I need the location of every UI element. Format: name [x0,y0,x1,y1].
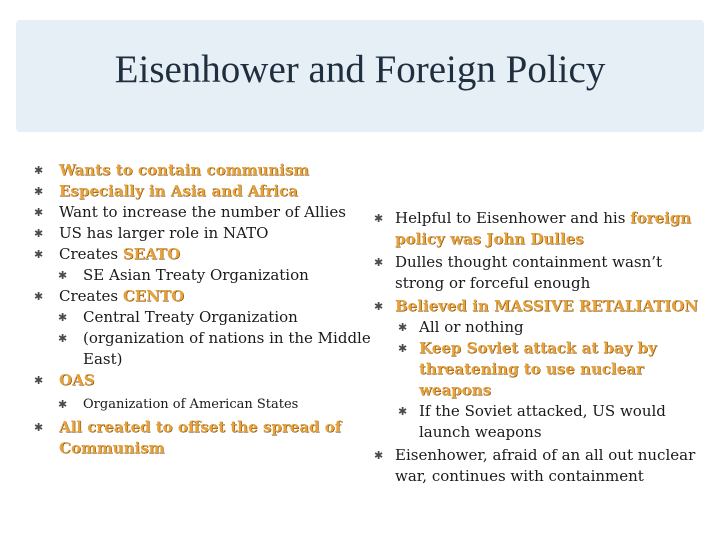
asterisk-bullet-icon: ✱ [34,248,44,261]
bullet-item: ✱ Eisenhower, afraid of an all out nuclear war, continues with containment [374,446,696,485]
asterisk-bullet-icon: ✱ [374,449,384,462]
asterisk-bullet-icon: ✱ [398,321,408,334]
left-bullet-list [34,160,374,459]
bullet-item: ✱ Wants to contain communism [34,161,310,179]
asterisk-bullet-icon: ✱ [398,342,408,355]
sub-bullet-item: ✱ SE Asian Treaty Organization [58,266,309,284]
sub-bullet-item: ✱ Keep Soviet attack at bay by threatening to use nuclear weapons [398,339,657,399]
bullet-item: ✱ Creates CENTO [34,287,185,305]
bullet-item: ✱ Believed in MASSIVE RETALIATION [374,297,699,315]
asterisk-bullet-icon: ✱ [374,212,384,225]
bullet-item: ✱ Helpful to Eisenhower and his foreign policy was John Dulles [374,209,692,248]
sub-bullet-item: ✱ Central Treaty Organization [58,308,298,326]
bullet-item: ✱ Creates SEATO [34,245,181,263]
bullet-item: ✱ All created to offset the spread of Communism [34,418,342,457]
asterisk-bullet-icon: ✱ [58,269,68,282]
asterisk-bullet-icon: ✱ [58,311,68,324]
asterisk-bullet-icon: ✱ [34,374,44,387]
sub-bullet-item: ✱ All or nothing [398,318,524,336]
asterisk-bullet-icon: ✱ [34,206,44,219]
sub-bullet-item: ✱ (organization of nations in the Middle East) [58,329,371,368]
bullet-item: ✱ US has larger role in NATO [34,224,269,242]
asterisk-bullet-icon: ✱ [374,300,384,313]
bullet-item: ✱ OAS [34,371,95,389]
asterisk-bullet-icon: ✱ [58,332,68,345]
asterisk-bullet-icon: ✱ [374,256,384,269]
asterisk-bullet-icon: ✱ [58,398,68,411]
sub-bullet-item: ✱ Organization of American States [34,391,374,417]
bullet-item: ✱ Dulles thought containment wasn’t strong or forceful enough [374,253,663,292]
slide-title: Eisenhower and Foreign Policy [114,48,606,91]
asterisk-bullet-icon: ✱ [398,405,408,418]
asterisk-bullet-icon: ✱ [34,421,44,434]
bullet-item: ✱ Want to increase the number of Allies [34,203,346,221]
sub-bullet-item: ✱ If the Soviet attacked, US would launch weapons [398,402,666,441]
asterisk-bullet-icon: ✱ [34,164,44,177]
asterisk-bullet-icon: ✱ [34,185,44,198]
bullet-item: ✱ Especially in Asia and Africa [34,182,298,200]
asterisk-bullet-icon: ✱ [34,227,44,240]
asterisk-bullet-icon: ✱ [34,290,44,303]
right-bullet-list [374,208,716,487]
